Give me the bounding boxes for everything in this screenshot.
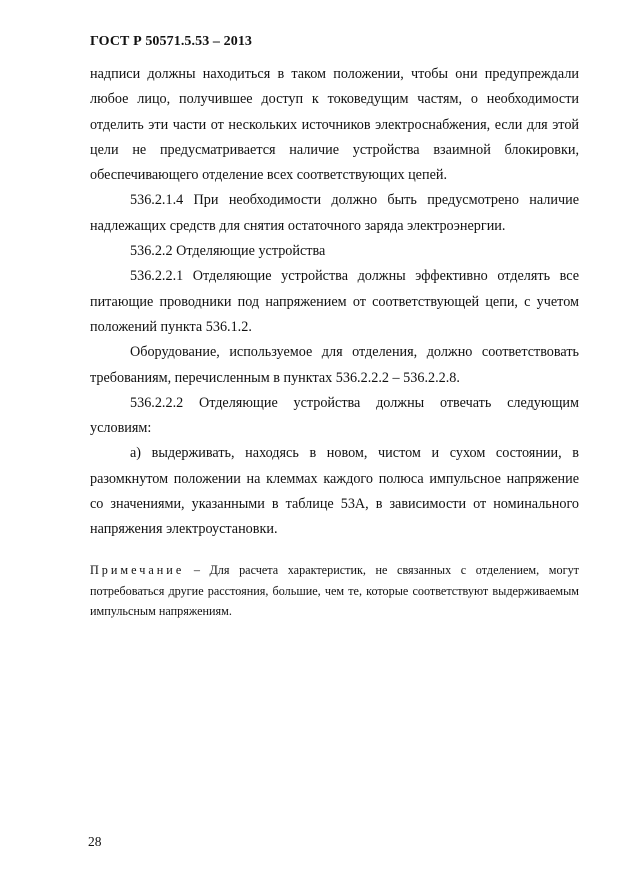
document-header: ГОСТ Р 50571.5.53 – 2013 [90,34,253,49]
paragraph-continuation: надписи должны находиться в таком положении, чтобы они предупреждали любое лицо, получившее доступ к токоведущим частям, о необходимости отделить эти части от нескольких источников электроснабжения, если для этой цели не предусматривается наличие устройства взаимной блокировки, обеспечивающего отделение всех соответствующих цепей. [90,66,579,184]
paragraph-536-2-1-4: 536.2.1.4 При необходимости должно быть предусмотрено наличие надлежащих средств для снятия остаточного заряда электроэнергии. [90,192,579,234]
page-number: 28 [88,834,102,849]
note-block [90,560,579,622]
paragraph-equipment: Оборудование, используемое для отделения, должно соответствовать требованиям, перечисленным в пунктах 536.2.2.2 – 536.2.2.8. [90,344,579,386]
note-label: Примечание [90,563,185,577]
document-body [90,62,579,543]
paragraph-536-2-2-1: 536.2.2.1 Отделяющие устройства должны эффективно отделять все питающие проводники под напряжением от соответствующей цепи, с учетом положений пункта 536.1.2. [90,268,579,335]
note-text: – Для расчета характеристик, не связанных с отделением, могут потребоваться другие расстояния, большие, чем те, которые соответствуют выдерживаемым импульсным напряжениям. [90,563,579,618]
paragraph-536-2-2-2: 536.2.2.2 Отделяющие устройства должны отвечать следующим условиям: [90,394,579,437]
section-heading-536-2-2: 536.2.2 Отделяющие устройства [130,243,326,260]
list-item-a: а) выдерживать, находясь в новом, чистом и сухом состоянии, в разомкнутом положении на клеммах каждого полюса импульсное напряжение со значениями, указанными в таблице 53А, в зависимости от номинального напряжения электроустановки. [90,445,579,538]
